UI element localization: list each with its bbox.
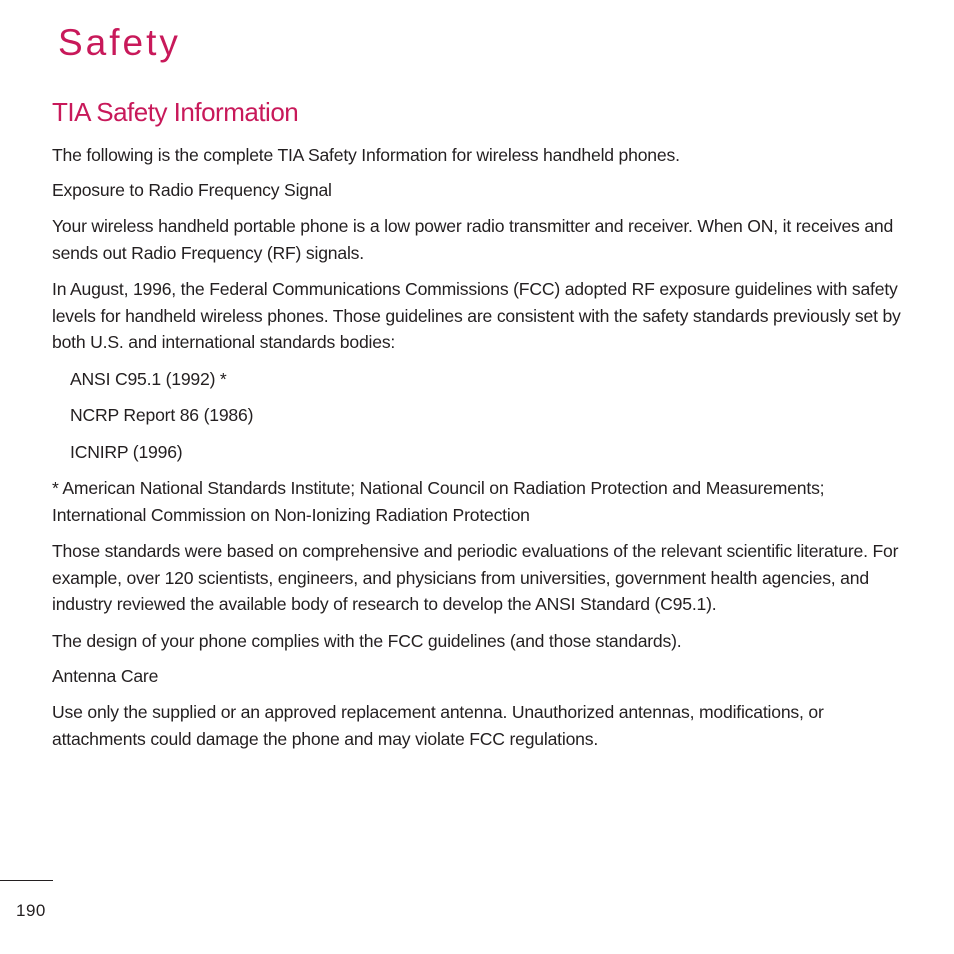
standards-list xyxy=(52,366,912,466)
standards-list-item: NCRP Report 86 (1986) xyxy=(70,405,254,426)
standards-footnote: * American National Standards Institute; National Council on Radiation Protection and Measurements; International Commission on Non-Ionizing Radiation Protection xyxy=(52,478,825,525)
exposure-heading: Exposure to Radio Frequency Signal xyxy=(52,180,332,201)
standards-list-item: ICNIRP (1996) xyxy=(70,441,183,462)
exposure-paragraph-3: Those standards were based on comprehensive and periodic evaluations of the relevant scientific literature. For example, over 120 scientists, engineers, and physicians from universities, government health agencies, and industry reviewed the available body of research to develop the ANSI Standard (C95.1). xyxy=(52,541,899,615)
footer-divider xyxy=(0,880,53,881)
section-title: TIA Safety Information xyxy=(52,97,299,127)
page-header-title: Safety xyxy=(58,22,181,63)
standards-list-item: ANSI C95.1 (1992) * xyxy=(70,368,227,389)
antenna-heading: Antenna Care xyxy=(52,666,159,687)
exposure-paragraph-1: Your wireless handheld portable phone is a low power radio transmitter and receiver. When ON, it receives and sends out Radio Frequency (RF) signals. xyxy=(52,216,894,263)
exposure-paragraph-4: The design of your phone complies with the FCC guidelines (and those standards). xyxy=(52,630,682,651)
exposure-paragraph-2: In August, 1996, the Federal Communications Commissions (FCC) adopted RF exposure guidelines with safety levels for handheld wireless phones. Those guidelines are consistent with the safety standards previously set by both U.S. and international standards bodies: xyxy=(52,279,901,353)
intro-paragraph: The following is the complete TIA Safety Information for wireless handheld phones. xyxy=(52,144,680,165)
antenna-paragraph: Use only the supplied or an approved replacement antenna. Unauthorized antennas, modifications, or attachments could damage the phone and may violate FCC regulations. xyxy=(52,702,824,749)
main-content xyxy=(52,98,912,762)
page-number: 190 xyxy=(16,901,46,920)
